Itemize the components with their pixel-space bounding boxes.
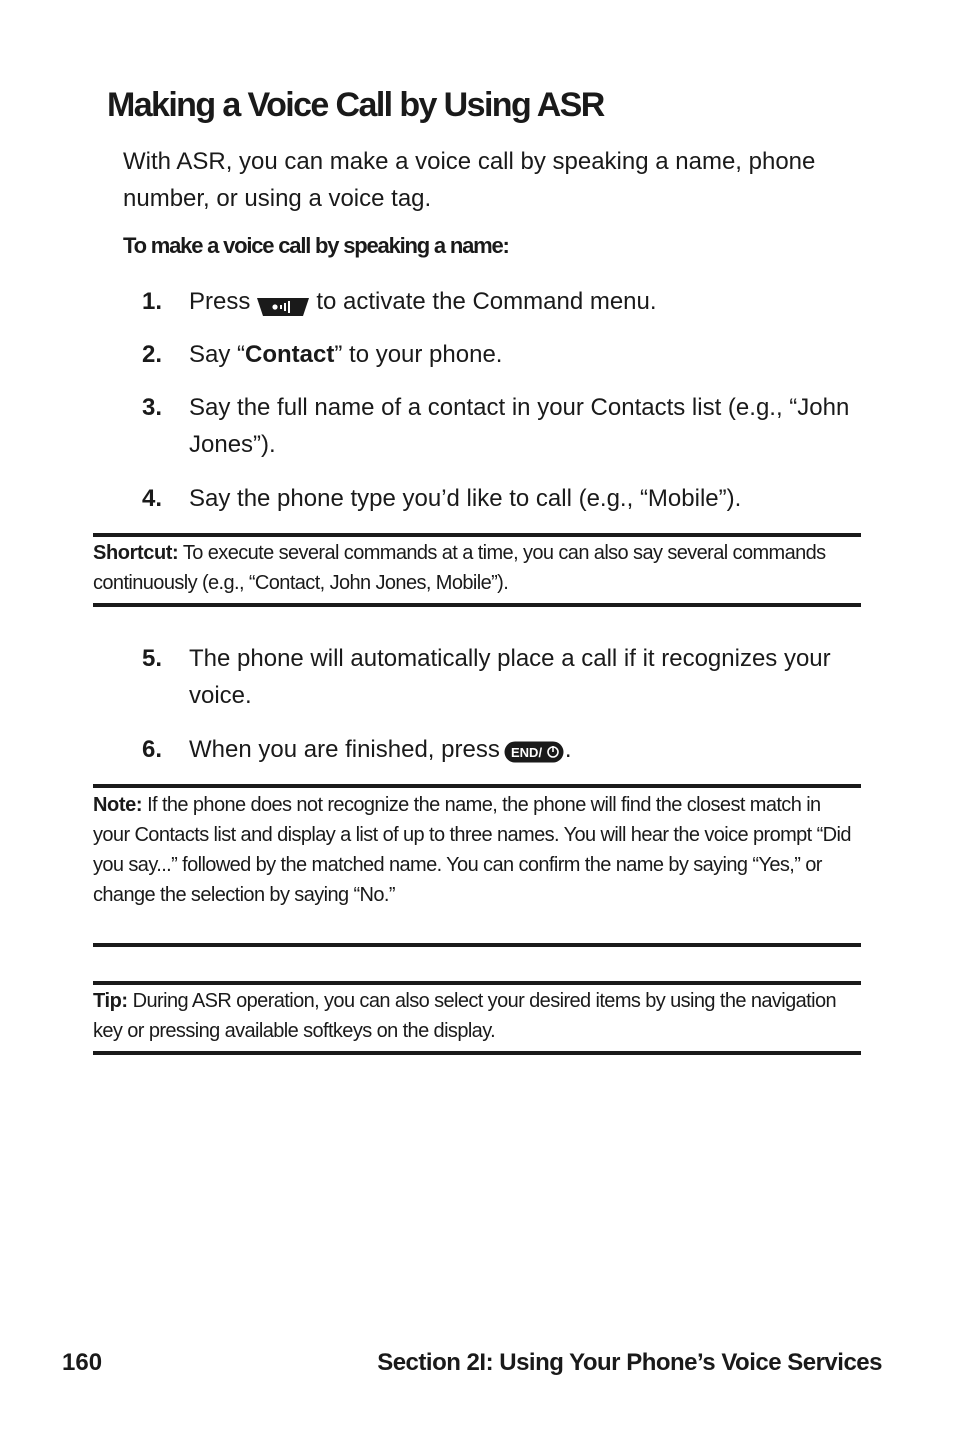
step-text: When you are finished, press END/ . [189,736,572,763]
end-power-key-icon [504,737,564,759]
step-number: 3. [142,394,163,421]
command-word: Contact [245,341,335,368]
note-bottom-rule [93,943,861,947]
step-text: The phone will automatically place a call if it recognizes your voice. [189,645,831,709]
note-box [93,790,861,910]
procedure-heading: To make a voice call by speaking a name: [123,233,509,258]
note-top-rule [93,784,861,788]
shortcut-top-rule [93,533,861,537]
shortcut-text: To execute several commands at a time, you can also say several commands continuously (e.g., “Contact, John Jones, Mobile”). [93,542,826,594]
step-text: Say “Contact” to your phone. [189,341,503,368]
page-title: Making a Voice Call by Using ASR [107,86,604,124]
tip-top-rule [93,981,861,985]
tip-label: Tip: [93,990,128,1012]
section-footer: Section 2I: Using Your Phone’s Voice Services [377,1349,882,1376]
step-text: Say the phone type you’d like to call (e.g., “Mobile”). [189,485,742,512]
step-number: 6. [142,736,163,763]
shortcut-bottom-rule [93,603,861,607]
shortcut-label: Shortcut: [93,542,179,564]
step-text: Say the full name of a contact in your Contacts list (e.g., “John Jones”). [189,394,850,458]
svg-text:END/: END/ [510,744,542,760]
step-number: 2. [142,341,163,368]
page-number: 160 [62,1349,103,1376]
shortcut-box [93,538,861,598]
step-text: Press to activate the Command menu. [189,288,657,315]
tip-bottom-rule [93,1051,861,1055]
note-label: Note: [93,794,143,816]
step-number: 4. [142,485,163,512]
note-text: If the phone does not recognize the name, the phone will find the closest match in your Contacts list and display a list of up to three names. You will hear the voice prompt “Did you say...” followed by the matched name. You can confirm the name by saying “Yes,” or change the selection by saying “No.” [93,794,851,906]
step-number: 1. [142,288,163,315]
intro-paragraph: With ASR, you can make a voice call by speaking a name, phone number, or using a voice tag. [123,148,816,212]
tip-text: During ASR operation, you can also select your desired items by using the navigation key or pressing available softkeys on the display. [93,990,837,1042]
talk-key-icon [253,291,313,311]
tip-box [93,986,861,1046]
step-number: 5. [142,645,163,672]
